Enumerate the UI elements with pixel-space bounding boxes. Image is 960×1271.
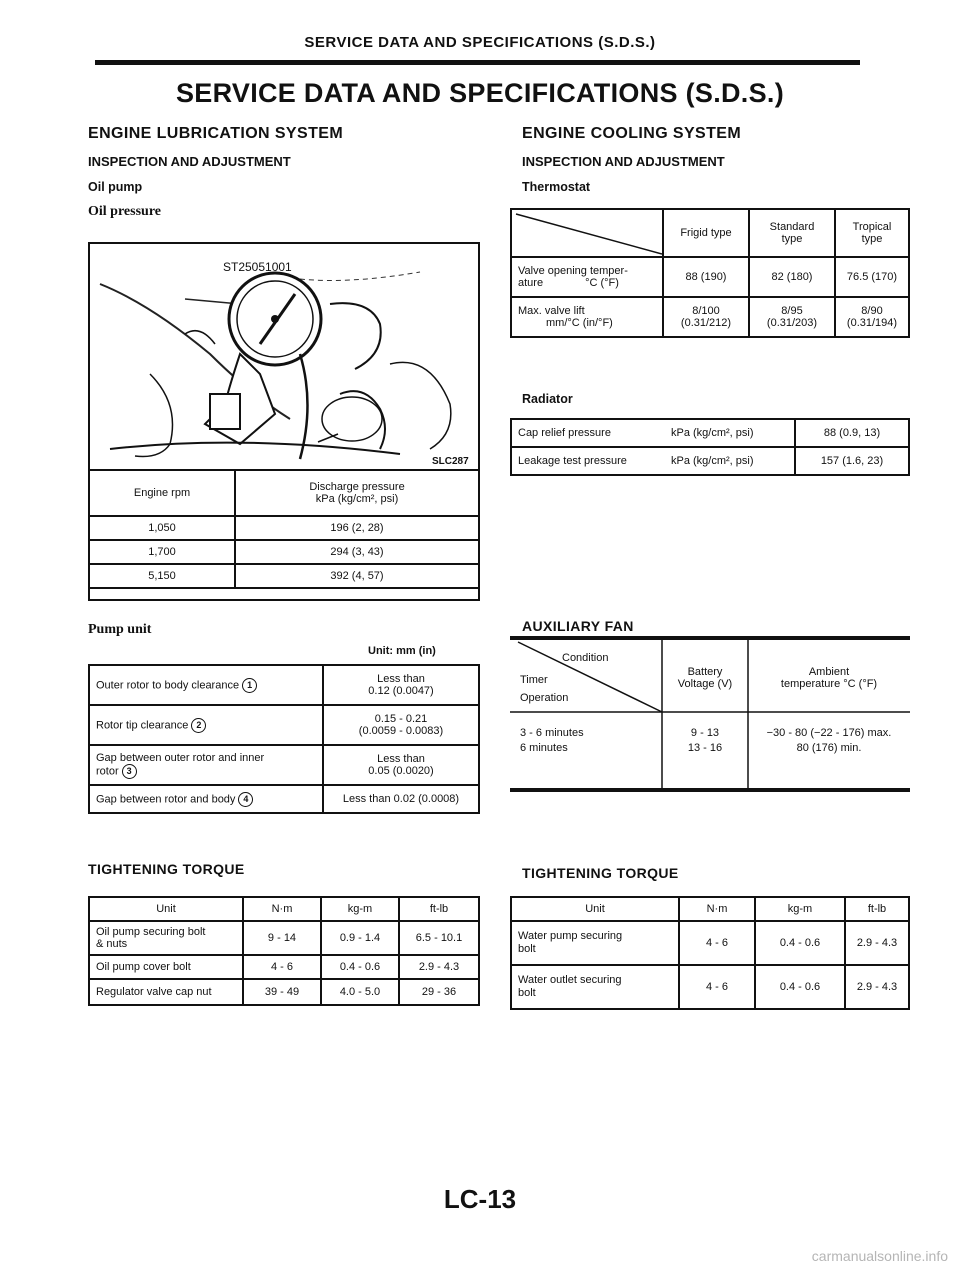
timer-label: Timer	[520, 674, 548, 686]
table-row: Rotor tip clearance 2 0.15 - 0.21 (0.0059 - 0.0083)	[89, 705, 479, 745]
table-row: Oil pump cover bolt 4 - 6 0.4 - 0.6 2.9 - 4.3	[89, 955, 479, 979]
table-row: Leakage test pressure kPa (kg/cm², psi) 157 (1.6, 23)	[511, 447, 909, 475]
pump-unit-label: Pump unit	[88, 622, 152, 637]
pump-clearance-table	[88, 664, 480, 814]
radiator-table	[510, 418, 910, 476]
figure-code-label: SLC287	[432, 456, 469, 467]
lubrication-heading: ENGINE LUBRICATION SYSTEM	[88, 125, 344, 142]
callout-3-icon: 3	[122, 764, 137, 779]
thermostat-label: Thermostat	[522, 180, 591, 194]
discharge-pressure-header: Discharge pressure kPa (kg/cm², psi)	[235, 470, 479, 516]
right-torque-heading: TIGHTENING TORQUE	[522, 865, 679, 881]
lubrication-subheading: INSPECTION AND ADJUSTMENT	[88, 154, 291, 169]
battery-voltage-header: Battery Voltage (V)	[677, 666, 733, 690]
right-torque-table: Unit N·m kg-m ft-lb Water pump securing bolt 4 - 6 0.4 - 0.6 2.9 - 4.3 Water outlet securing bolt 4 - 6 0.4 - 0.6 2.9 - 4.3	[510, 896, 910, 1010]
table-row: Valve opening temper- ature °C (°F) 88 (190) 82 (180) 76.5 (170)	[511, 257, 909, 297]
callout-1-icon: 1	[242, 678, 257, 693]
diagonal-header-cell	[511, 209, 663, 257]
table-row: 1,050 196 (2, 28)	[89, 516, 479, 540]
callout-4-icon: 4	[238, 792, 253, 807]
table-row: Regulator valve cap nut 39 - 49 4.0 - 5.0 29 - 36	[89, 979, 479, 1005]
table-row: Water outlet securing bolt 4 - 6 0.4 - 0.6 2.9 - 4.3	[511, 965, 909, 1009]
voltage-values: 9 - 13 13 - 16	[687, 727, 723, 754]
table-row: Max. valve lift mm/°C (in/°F) 8/100 (0.31/212) 8/95 (0.31/203) 8/90 (0.31/194)	[511, 297, 909, 337]
page-title: SERVICE DATA AND SPECIFICATIONS (S.D.S.)	[175, 78, 785, 108]
watermark: carmanualsonline.info	[811, 1248, 948, 1264]
table-row: Water pump securing bolt 4 - 6 0.4 - 0.6 2.9 - 4.3	[511, 921, 909, 965]
oil-pressure-table	[88, 469, 480, 589]
cooling-subheading: INSPECTION AND ADJUSTMENT	[522, 154, 725, 169]
table-row: Gap between rotor and body 4 Less than 0.02 (0.0008)	[89, 785, 479, 813]
oil-pressure-figure-block	[88, 242, 480, 601]
callout-2-icon: 2	[191, 718, 206, 733]
radiator-label: Radiator	[522, 392, 573, 406]
ambient-values: −30 - 80 (−22 - 176) max. 80 (176) min.	[766, 727, 892, 754]
table-row: Outer rotor to body clearance 1 Less than 0.12 (0.0047)	[89, 665, 479, 705]
thermostat-table: Frigid type Standard type Tropical type Valve opening temper- ature °C (°F) 88 (190) 82 (180) 76.5 (170) Max. valve lift mm/°C (in/°F) 8/100 (0.31/212) 8/95 (0.31/203) 8/90 (0.31/194)	[510, 208, 910, 338]
timer-values: 3 - 6 minutes 6 minutes	[520, 727, 584, 754]
header-rule	[95, 60, 860, 65]
table-row: 5,150 392 (4, 57)	[89, 564, 479, 588]
table-row: Cap relief pressure kPa (kg/cm², psi) 88 (0.9, 13)	[511, 419, 909, 447]
left-torque-heading: TIGHTENING TORQUE	[88, 861, 245, 877]
page-number: LC-13	[443, 1184, 517, 1214]
aux-fan-table	[510, 640, 910, 794]
aux-fan-heading: AUXILIARY FAN	[522, 618, 634, 634]
table-row: Gap between outer rotor and inner rotor 3 Less than 0.05 (0.0020)	[89, 745, 479, 785]
pump-unit-units: Unit: mm (in)	[368, 645, 436, 657]
table-row: Oil pump securing bolt & nuts 9 - 14 0.9 - 1.4 6.5 - 10.1	[89, 921, 479, 955]
tool-number-label: ST25051001	[223, 260, 292, 274]
table-row: 1,700 294 (3, 43)	[89, 540, 479, 564]
cooling-heading: ENGINE COOLING SYSTEM	[522, 125, 742, 142]
oil-pressure-label: Oil pressure	[88, 204, 161, 219]
oil-pump-label: Oil pump	[88, 180, 143, 194]
oil-pressure-gauge-illustration	[90, 244, 478, 469]
condition-label: Condition	[562, 652, 609, 664]
engine-rpm-header: Engine rpm	[89, 470, 235, 516]
operation-label: Operation	[520, 692, 569, 704]
ambient-temp-header: Ambient temperature °C (°F)	[780, 666, 878, 690]
running-header: SERVICE DATA AND SPECIFICATIONS (S.D.S.)	[304, 34, 656, 51]
diagonal-line	[512, 210, 662, 256]
left-torque-table: Unit N·m kg-m ft-lb Oil pump securing bolt & nuts 9 - 14 0.9 - 1.4 6.5 - 10.1 Oil pump cover bolt 4 - 6 0.4 - 0.6 2.9 - 4.3 Regulator valve cap nut 39 - 49 4.0 - 5.0 29 - 36	[88, 896, 480, 1006]
